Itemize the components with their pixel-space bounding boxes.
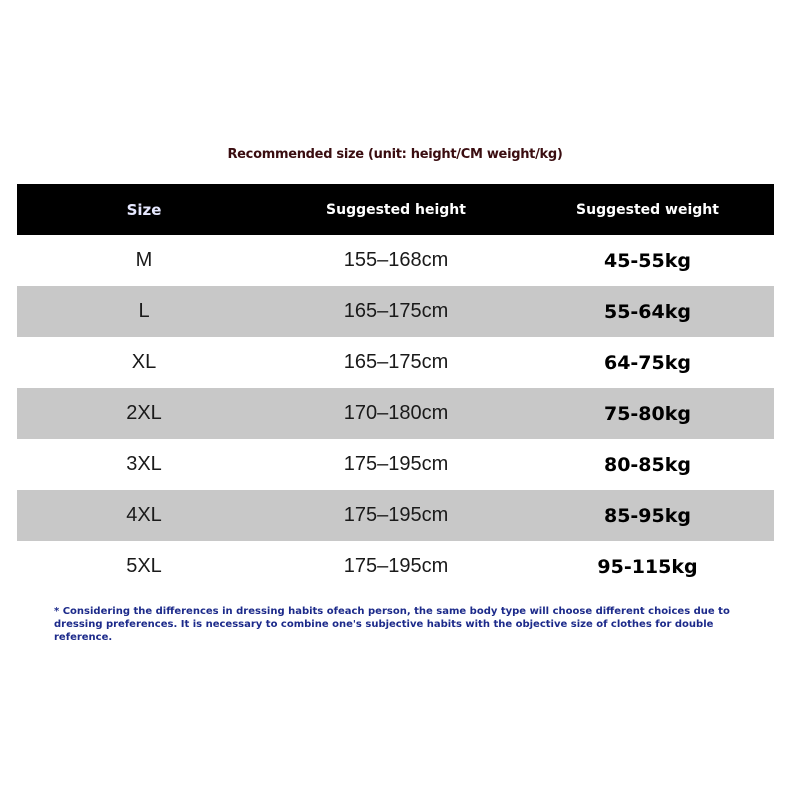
table-row [17,490,774,541]
height-cell: 170–180cm [343,402,449,424]
height-cell: 175–195cm [343,453,449,475]
table-row [17,388,774,439]
weight-cell: 85-95kg [603,504,691,527]
table-row [17,286,774,337]
height-cell: 165–175cm [343,351,449,373]
table-header-row [17,184,774,235]
weight-cell: 75-80kg [603,402,691,425]
size-cell: M [135,249,153,271]
table-row [17,337,774,388]
header-height: Suggested height [326,201,466,218]
size-cell: 2XL [126,402,162,424]
footnote: * Considering the differences in dressing habits ofeach person, the same body type will choose different choices due to dressing preferences. It is necessary to combine one's subjective habits with the objective size of clothes for double reference. [54,606,730,643]
height-cell: 175–195cm [343,555,449,577]
size-cell: XL [131,351,157,373]
size-cell: 4XL [126,504,162,526]
header-size: Size [126,200,162,219]
height-cell: 175–195cm [343,504,449,526]
table-row [17,439,774,490]
weight-cell: 95-115kg [597,555,698,578]
weight-cell: 45-55kg [603,249,691,272]
weight-cell: 64-75kg [603,351,691,374]
size-cell: 5XL [126,555,162,577]
header-weight: Suggested weight [576,201,719,218]
weight-cell: 80-85kg [603,453,691,476]
size-table [17,184,774,592]
page-title: Recommended size (unit: height/CM weight/kg) [227,147,563,162]
size-cell: 3XL [126,453,162,475]
height-cell: 155–168cm [343,249,449,271]
size-cell: L [138,300,150,322]
table-row [17,235,774,286]
height-cell: 165–175cm [343,300,449,322]
weight-cell: 55-64kg [603,300,691,323]
table-row [17,541,774,592]
